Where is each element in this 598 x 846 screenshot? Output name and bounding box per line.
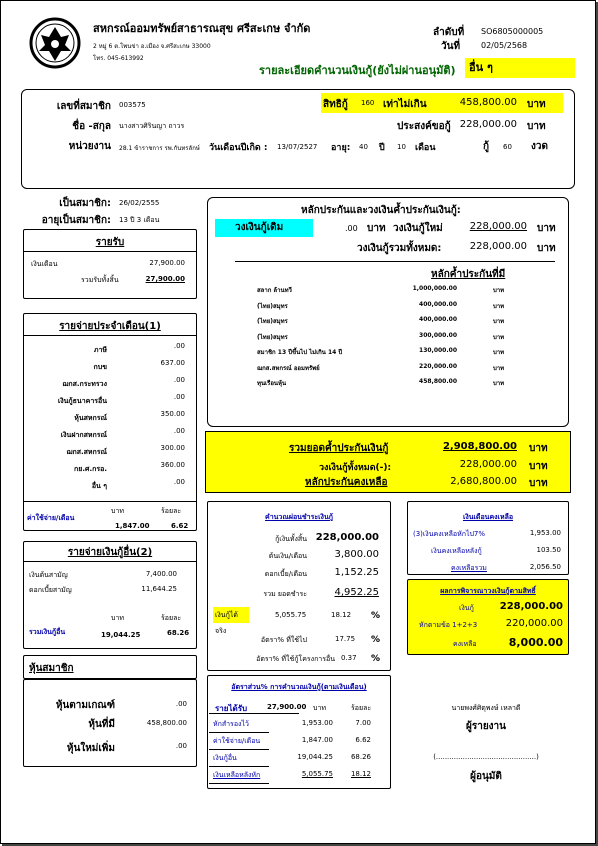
balance-line3-value: 2,056.50	[529, 563, 561, 571]
ratio-row-pct: 6.62	[355, 736, 371, 744]
collateral-item-label: ฌกส.สหกรณ์ ออมทรัพย์	[257, 364, 320, 372]
new-loan-unit: บาท	[537, 223, 556, 234]
expense-item-label: กย.ศ.กรอ.	[74, 465, 107, 473]
expense-item-value: .00	[173, 427, 185, 435]
expense-item-label: เงินฝากสหกรณ์	[60, 431, 107, 439]
balance-title: เงินเดือนคงเหลือ	[462, 513, 514, 521]
report-title: รายละเอียดคำนวนเงินกู้(ยังไม่ผ่านอนุมัติ)	[259, 64, 456, 77]
shares-have-value: 458,800.00	[146, 719, 187, 727]
balance-line2-value: 103.50	[536, 546, 561, 554]
collateral-item-unit: บาท	[493, 287, 505, 294]
year-label: ปี	[379, 143, 385, 153]
expense-item-label: ฌกส.กระทรวง	[62, 380, 107, 388]
ratio-row-label: เงินกู้อื่น	[213, 754, 237, 762]
consider-remain-label: คงเหลือ	[453, 640, 477, 648]
other-total-value: 19,044.25	[101, 631, 141, 639]
calc-pay-label: รวม ยอดชำระ	[263, 590, 307, 598]
balance-line1-label: (3)เงินคงเหลือหักไป7%	[413, 530, 486, 538]
consider-loan-label: เงินกู้	[459, 604, 474, 612]
expense-col-pct: ร้อยละ	[161, 507, 182, 515]
purpose-label: ประสงค์ขอกู้	[397, 121, 451, 132]
member-since-label: เป็นสมาชิก:	[59, 198, 111, 209]
right-max-label: เท่าไม่เกิน	[383, 99, 427, 110]
total-loan-unit: บาท	[537, 243, 556, 254]
collateral-item-label: (ไทย)สมุทร	[257, 318, 288, 325]
collateral-sum-value: 2,908,800.00	[442, 441, 517, 452]
balance-line2-label: เงินคงเหลือหลังกู้	[431, 547, 482, 555]
ratio-income-label: รายได้รับ	[215, 704, 248, 713]
collateral-loan-unit: บาท	[529, 461, 548, 472]
ratio-title: อัตราส่วน% การคำนวณเงินกู้(ตามเงินเดือน)	[231, 683, 367, 691]
collateral-item-unit: บาท	[493, 364, 505, 372]
calc-receive-pct-sign: %	[371, 611, 381, 621]
right-label: สิทธิกู้	[323, 99, 348, 110]
org-name: สหกรณ์ออมทรัพย์สาธารณสุข ศรีสะเกษ จำกัด	[93, 22, 311, 35]
date-label: วันที่	[441, 41, 461, 52]
ratio-col-baht: บาท	[313, 704, 326, 712]
purpose-amount: 228,000.00	[459, 119, 517, 130]
balance-line1-value: 1,953.00	[529, 529, 561, 537]
collateral-loan-value: 228,000.00	[459, 459, 517, 470]
collateral-remain-value: 2,680,800.00	[450, 476, 517, 487]
other-principal-label: เงินต้นสามัญ	[29, 571, 68, 579]
collateral-list-title: หลักค้ำประกันที่มี	[431, 269, 506, 280]
collateral-item-unit: บาท	[493, 380, 505, 387]
ratio-row-value: 1,847.00	[301, 736, 333, 744]
collateral-item-value: 400,000.00	[419, 300, 457, 308]
ratio-row-label: เงินเหลือหลังหัก	[213, 771, 261, 779]
member-since-value: 26/02/2555	[119, 199, 160, 207]
expense-item-label: หุ้นสหกรณ์	[74, 414, 107, 422]
consider-deduct-value: 220,000.00	[505, 618, 563, 629]
collateral-sum-unit: บาท	[529, 443, 548, 454]
calc-ratio2-label: อัตรา% ที่ใช้กู้โครงการอื่น	[256, 655, 335, 663]
salary-label: เงินเดือน	[31, 260, 58, 268]
calc-title: คำนวณผ่อนชำระเงินกู้	[265, 513, 333, 521]
right-amount: 458,800.00	[459, 97, 517, 108]
org-phone: โทร. 045-613992	[93, 55, 144, 62]
salary-value: 27,900.00	[149, 259, 185, 267]
collateral-item-value: 1,000,000.00	[412, 285, 457, 292]
member-name-value: นางสาวศิรินญา ถาวร	[119, 122, 185, 130]
date-value: 02/05/2568	[481, 41, 528, 50]
income-title: รายรับ	[95, 237, 125, 248]
age-label: อายุ:	[331, 143, 351, 153]
ratio-row-value: 19,044.25	[297, 753, 333, 761]
old-loan-label: วงเงินกู้เดิม	[215, 219, 313, 237]
other-col-baht: บาท	[111, 614, 124, 622]
calc-interest-label: ดอกเบี้ย/เดือน	[264, 570, 307, 578]
consider-deduct-label: หักตามข้อ 1+2+3	[419, 621, 478, 629]
collateral-item-label: (ไทย)สมุทร	[257, 333, 288, 341]
calc-ratio2-pct-sign: %	[371, 654, 381, 664]
new-loan-label: วงเงินกู้ใหม่	[393, 223, 443, 234]
age-months: 10	[397, 143, 406, 151]
collateral-item-value: 300,000.00	[419, 331, 457, 339]
other-col-pct: ร้อยละ	[161, 614, 182, 622]
age-years: 40	[359, 143, 368, 151]
calc-principal-value: 3,800.00	[334, 549, 379, 560]
birth-value: 13/07/2527	[277, 143, 318, 151]
shares-criteria-label: หุ้นตามเกณฑ์	[55, 700, 115, 711]
collateral-item-value: 220,000.00	[419, 362, 457, 370]
total-loan-label: วงเงินกู้รวมทั้งหมด:	[357, 243, 442, 254]
collateral-remain-unit: บาท	[529, 478, 548, 489]
member-age-label: อายุเป็นสมาชิก:	[41, 215, 111, 226]
calc-total-label: กู้เงินทั้งสิ้น	[275, 535, 307, 543]
member-id-value: 003575	[119, 101, 146, 109]
birth-label: วันเดือนปีเกิด :	[209, 143, 268, 153]
income-total-label: รวมรับทั้งสิ้น	[81, 276, 119, 284]
seq-value: SO6805000005	[481, 27, 544, 36]
reporter-name: นายพงศ์ศิตุพงษ์ เหลาดี	[451, 704, 521, 712]
right-unit: บาท	[527, 99, 546, 110]
consider-title: ผลการพิจารณาวงเงินกู้ตามสิทธิ์	[440, 587, 536, 595]
expense-col-baht: บาท	[111, 507, 124, 515]
consider-remain-value: 8,000.00	[508, 636, 563, 649]
calc-total-value: 228,000.00	[315, 532, 379, 543]
ratio-income-value: 27,900.00	[267, 703, 307, 711]
ratio-row-label: หักสำรองไว้	[213, 720, 249, 728]
loan-installments: 60	[503, 143, 512, 151]
shares-have-label: หุ้นที่มี	[88, 719, 115, 730]
approver-role: ผู้อนุมัติ	[470, 771, 502, 782]
ratio-row-label: ค่าใช้จ่าย/เดือน	[213, 737, 261, 745]
expense-item-value: 360.00	[160, 461, 185, 469]
calc-ratio-value: 17.75	[335, 635, 356, 643]
collateral-item-label: สมาชิก 13 ปีขึ้นไป ไม่เกิน 14 ปี	[257, 349, 343, 356]
other-total-pct: 68.26	[167, 629, 190, 637]
expense-total-label: ค่าใช้จ่าย/เดือน	[27, 514, 75, 522]
ratio-row-pct: 18.12	[350, 770, 371, 778]
month-label: เดือน	[415, 143, 436, 153]
expense-item-value: 350.00	[160, 410, 185, 418]
ratio-row-value: 1,953.00	[301, 719, 333, 727]
collateral-item-value: 458,800.00	[419, 378, 457, 385]
expense-item-label: อื่น ๆ	[91, 482, 107, 490]
expense-item-label: ฌกส.สหกรณ์	[66, 448, 107, 456]
expense-item-value: .00	[173, 376, 185, 384]
installment-label: งวด	[531, 141, 548, 152]
consider-loan-value: 228,000.00	[499, 601, 563, 612]
calc-interest-value: 1,152.25	[334, 567, 379, 578]
shares-title: หุ้นสมาชิก	[29, 663, 74, 674]
new-loan-value: 228,000.00	[469, 221, 527, 232]
expense-item-label: เงินกู้ธนาคารอื่น	[57, 397, 107, 405]
member-name-label: ชื่อ -สกุล	[72, 121, 111, 132]
calc-ratio-label: อัตรา% ที่ใช้ไป	[260, 636, 307, 644]
total-loan-value: 228,000.00	[469, 241, 527, 252]
loan-label: กู้	[483, 141, 490, 152]
org-logo-icon	[25, 17, 85, 69]
expense-item-value: .00	[173, 478, 185, 486]
collateral-remain-label: หลักประกันคงเหลือ	[305, 477, 388, 488]
collateral-item-label: สลาก ล้านทวี	[257, 287, 292, 294]
collateral-item-label: ทุนเรือนหุ้น	[257, 380, 287, 387]
expense-item-label: กบข	[93, 363, 107, 371]
expense-item-value: 300.00	[160, 444, 185, 452]
other-principal-value: 7,400.00	[145, 570, 177, 578]
member-id-label: เลขที่สมาชิก	[56, 101, 111, 112]
other-total-label: รวมเงินกู้อื่น	[29, 628, 66, 636]
ratio-col-pct: ร้อยละ	[351, 704, 372, 712]
purpose-unit: บาท	[527, 121, 546, 132]
calc-receive-value: 5,055.75	[275, 611, 307, 619]
shares-criteria-value: .00	[175, 700, 187, 708]
collateral-item-value: 400,000.00	[419, 316, 457, 323]
old-loan-value: .00	[345, 224, 358, 233]
expense-item-value: .00	[173, 342, 185, 350]
expense-total-value: 1,847.00	[115, 522, 150, 530]
ratio-row-value: 5,055.75	[301, 770, 333, 778]
collateral-item-unit: บาท	[493, 349, 505, 356]
expense-item-value: .00	[173, 393, 185, 401]
other-interest-value: 11,644.25	[141, 585, 177, 593]
other-interest-label: ดอกเบี้ยสามัญ	[29, 586, 72, 594]
income-total-value: 27,900.00	[145, 275, 185, 283]
balance-line3-label: คงเหลือรวม	[451, 564, 487, 572]
ratio-row-pct: 68.26	[350, 753, 371, 761]
collateral-title: หลักประกันและวงเงินค้ำประกันเงินกู้:	[301, 205, 461, 216]
calc-ratio2-value: 0.37	[341, 654, 357, 662]
other-loan-title: รายจ่ายเงินกู้อื่น(2)	[67, 547, 153, 558]
calc-ratio-pct-sign: %	[371, 635, 381, 645]
member-unit-value: 28.1 ข้าราชการ รพ.กันทรลักษ์	[119, 145, 200, 152]
type-badge: อื่น ๆ	[465, 58, 575, 78]
member-unit-label: หน่วยงาน	[68, 141, 111, 152]
calc-principal-label: ต้นเงิน/เดือน	[268, 552, 307, 560]
expense-item-label: ภาษี	[93, 346, 107, 354]
collateral-item-unit: บาท	[493, 318, 505, 325]
collateral-sum-label: รวมยอดค้ำประกันเงินกู้	[289, 443, 389, 454]
monthly-expense-title: รายจ่ายประจำเดือน(1)	[59, 321, 161, 332]
expense-total-pct: 6.62	[171, 522, 189, 530]
seq-label: ลำดับที่	[433, 27, 465, 38]
shares-new-value: .00	[175, 742, 187, 750]
collateral-loan-label: วงเงินกู้ทั้งหมด(-):	[319, 463, 392, 473]
calc-pay-value: 4,952.25	[334, 587, 379, 598]
reporter-role: ผู้รายงาน	[465, 721, 507, 732]
expense-item-value: 637.00	[160, 359, 185, 367]
right-pct: 160	[361, 99, 375, 107]
collateral-item-unit: บาท	[493, 302, 505, 310]
approver-blank: (.............................................)	[433, 753, 539, 761]
old-loan-unit: บาท	[367, 223, 386, 234]
collateral-item-unit: บาท	[493, 333, 505, 341]
calc-receive-pct: 18.12	[331, 611, 352, 619]
member-age-value: 13 ปี 3 เดือน	[119, 216, 160, 224]
collateral-item-value: 130,000.00	[419, 347, 457, 354]
calc-receive-label: เงินกู้ได้จริง	[213, 607, 249, 623]
collateral-item-label: (ไทย)สมุทร	[257, 302, 288, 310]
shares-new-label: หุ้นใหม่เพิ่ม	[66, 743, 115, 754]
ratio-row-pct: 7.00	[355, 719, 371, 727]
org-address: 2 หมู่ 6 ต.โพนข่า อ.เมือง จ.ศรีสะเกษ 33000	[93, 43, 211, 50]
